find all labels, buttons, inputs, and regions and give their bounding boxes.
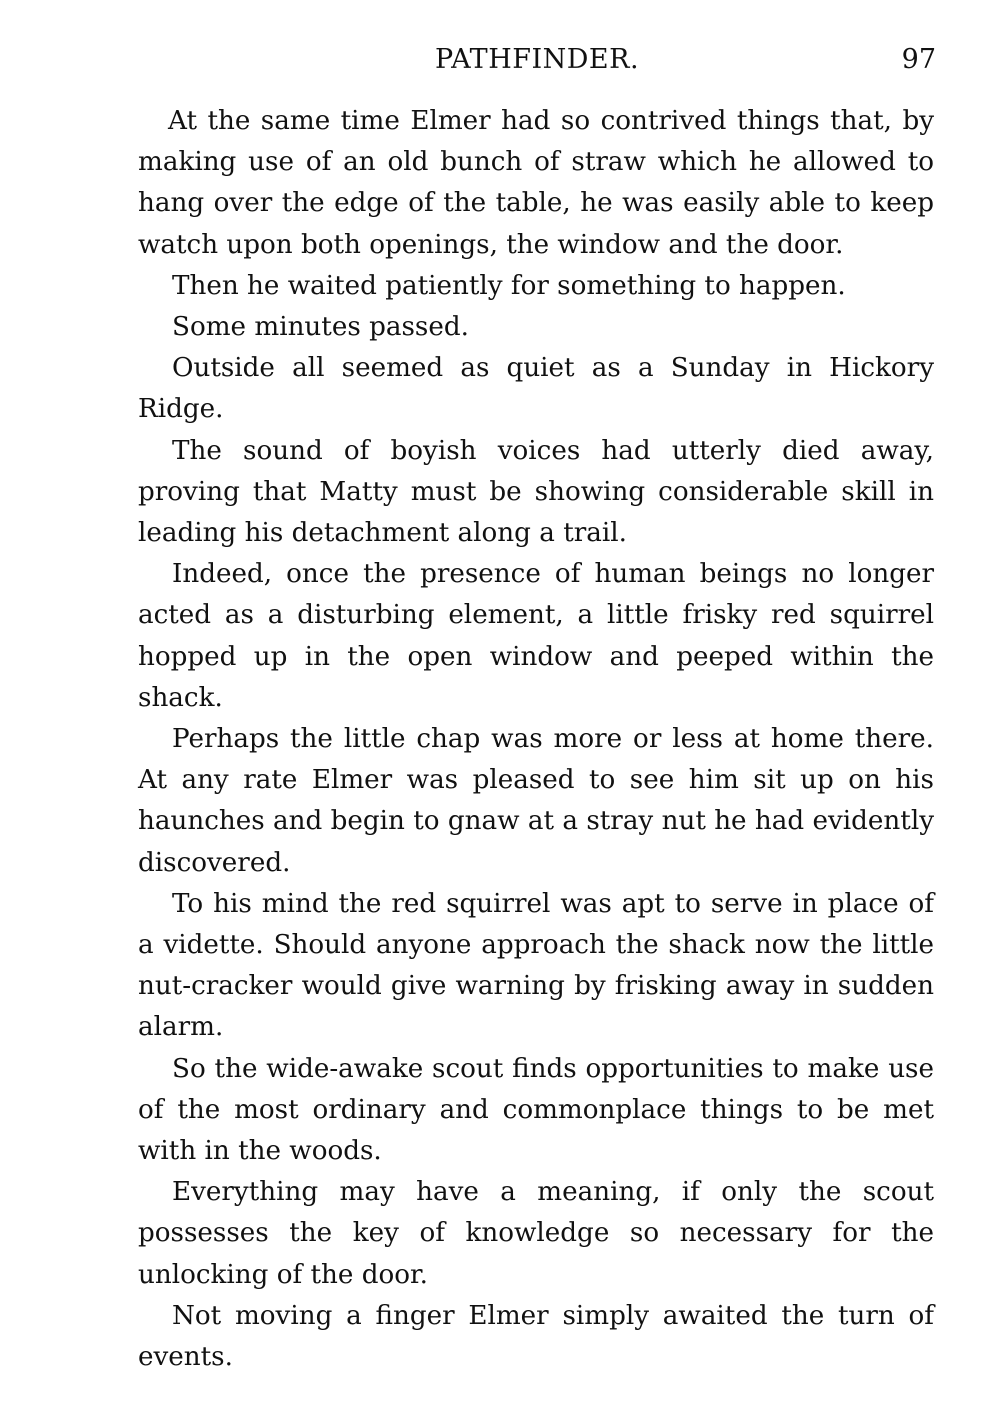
- paragraph-3: Some minutes passed.: [172, 312, 469, 343]
- running-title: PATHFINDER.: [434, 44, 640, 75]
- body-text: [138, 101, 934, 1378]
- paragraph-4: Outside all seemed as quiet as a Sunday in Hickory Ridge.: [138, 353, 934, 425]
- paragraph-6: Indeed, once the presence of human beings no longer acted as a disturbing element, a little frisky red squirrel hopped up in the open window and peeped within the shack.: [138, 559, 934, 713]
- paragraph-7: Perhaps the little chap was more or less at home there. At any rate Elmer was pleased to see him sit up on his haunches and begin to gnaw at a stray nut he had evidently discovered.: [138, 724, 934, 878]
- paragraph-11: Not moving a finger Elmer simply awaited the turn of events.: [138, 1300, 934, 1373]
- running-head: [138, 40, 936, 80]
- paragraph-5: The sound of boyish voices had utterly died away, proving that Matty must be showing considerable skill in leading his detachment along a trail.: [138, 435, 934, 549]
- page-number: 97: [901, 44, 936, 75]
- paragraph-1: At the same time Elmer had so contrived things that, by making use of an old bunch of straw which he allowed to hang over the edge of the table, he was easily able to keep watch upon both openings, the window and the door.: [138, 106, 934, 260]
- paragraph-9: So the wide-awake scout finds opportunities to make use of the most ordinary and commonplace things to be met with in the woods.: [138, 1053, 934, 1167]
- paragraph-2: Then he waited patiently for something to happen.: [172, 270, 846, 301]
- paragraph-10: Everything may have a meaning, if only the scout possesses the key of knowledge so necessary for the unlocking of the door.: [138, 1177, 934, 1290]
- paragraph-8: To his mind the red squirrel was apt to serve in place of a vidette. Should anyone approach the shack now the little nut-cracker would give warning by frisking away in sudden alarm.: [138, 888, 934, 1043]
